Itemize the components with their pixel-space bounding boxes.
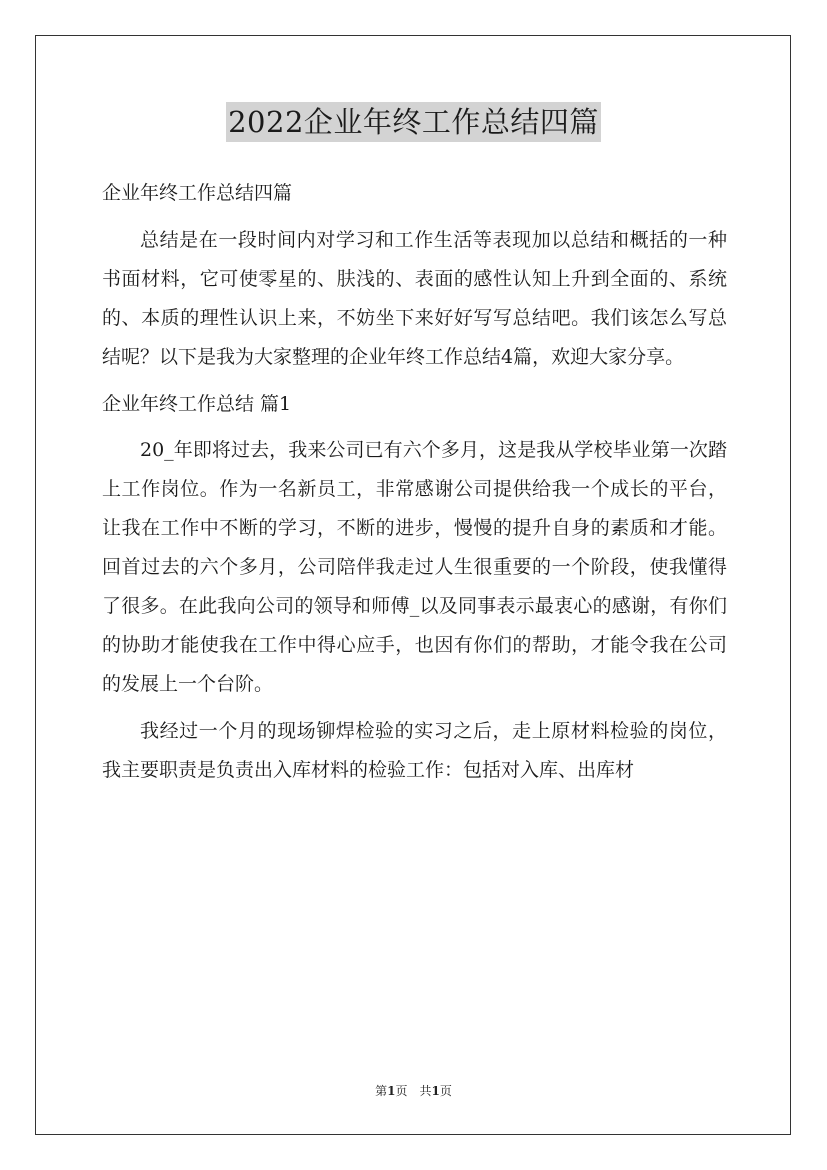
current-page-number: 1 xyxy=(387,1084,396,1098)
page-prefix: 第 xyxy=(375,1084,388,1098)
document-title: 2022企业年终工作总结四篇 xyxy=(226,102,601,142)
section-heading-1: 企业年终工作总结 篇1 xyxy=(102,392,292,415)
total-prefix: 共 xyxy=(419,1084,432,1098)
page-footer xyxy=(0,1083,827,1099)
total-pages-number: 1 xyxy=(431,1084,440,1098)
total-suffix: 页 xyxy=(439,1084,452,1098)
section1-paragraph-2: 我经过一个月的现场铆焊检验的实习之后，走上原材料检验的岗位，我主要职责是负责出入库材料的检验工作：包括对入库、出库材 xyxy=(102,719,727,781)
intro-paragraph: 总结是在一段时间内对学习和工作生活等表现加以总结和概括的一种书面材料，它可使零星的、肤浅的、表面的感性认知上升到全面的、系统的、本质的理性认识上来，不妨坐下来好好写写总结吧。我们该怎么写总结呢？以下是我为大家整理的企业年终工作总结4篇，欢迎大家分享。 xyxy=(102,228,727,368)
section1-paragraph-1: 20_年即将过去，我来公司已有六个多月，这是我从学校毕业第一次踏上工作岗位。作为一名新员工，非常感谢公司提供给我一个成长的平台，让我在工作中不断的学习，不断的进步，慢慢的提升自身的素质和才能。回首过去的六个多月，公司陪伴我走过人生很重要的一个阶段，使我懂得了很多。在此我向公司的领导和师傅_以及同事表示最衷心的感谢，有你们的协助才能使我在工作中得心应手，也因有你们的帮助，才能令我在公司的发展上一个台阶。 xyxy=(102,439,727,695)
document-subtitle: 企业年终工作总结四篇 xyxy=(102,182,293,204)
page-suffix: 页 xyxy=(395,1084,408,1098)
document-body xyxy=(102,170,727,798)
title-container xyxy=(0,102,827,142)
